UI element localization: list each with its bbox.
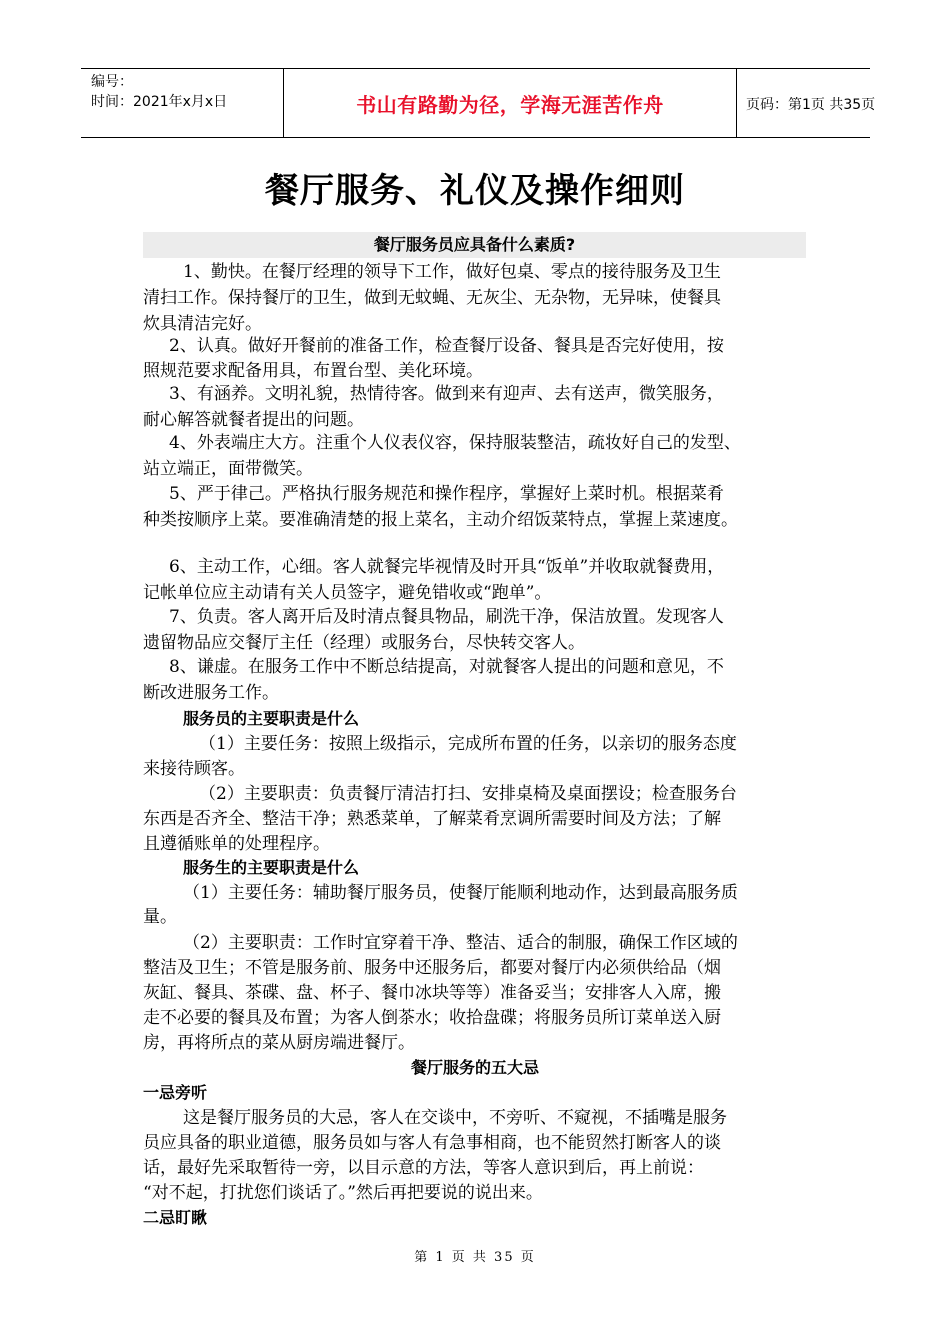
paragraph-line: （1）主要任务：辅助餐厅服务员，使餐厅能顺利地动作，达到最高服务质: [183, 883, 738, 903]
page-footer: 第 1 页 共 35 页: [414, 1250, 536, 1265]
paragraph-line: 房，再将所点的菜从厨房端进餐厅。: [143, 1033, 415, 1053]
paragraph-line: 量。: [143, 907, 177, 927]
paragraph-line: 清扫工作。保持餐厅的卫生，做到无蚊蝇、无灰尘、无杂物，无异味，使餐具: [143, 288, 721, 308]
paragraph-line: 这是餐厅服务员的大忌，客人在交谈中，不旁听、不窥视，不插嘴是服务: [183, 1108, 727, 1128]
section4-heading: 餐厅服务的五大忌: [410, 1058, 539, 1077]
paragraph-line: 整洁及卫生；不管是服务前、服务中还服务后，都要对餐厅内必须供给品（烟: [143, 958, 721, 978]
document-title: 餐厅服务、礼仪及操作细则: [265, 171, 685, 211]
header-middle-cell: [283, 69, 737, 137]
paragraph-line: 2、认真。做好开餐前的准备工作，检查餐厅设备、餐具是否完好使用，按: [169, 336, 724, 356]
number-label: 编号：: [91, 74, 133, 90]
page-info: 页码：第1页 共35页: [746, 97, 876, 113]
paragraph-line: 且遵循账单的处理程序。: [143, 834, 330, 854]
paragraph-line: （2）主要职责：负责餐厅清洁打扫、安排桌椅及桌面摆设；检查服务台: [199, 784, 737, 804]
paragraph-line: （2）主要职责：工作时宜穿着干净、整洁、适合的制服，确保工作区域的: [183, 933, 738, 953]
paragraph-line: 灰缸、餐具、茶碟、盘、杯子、餐巾冰块等等）准备妥当；安排客人入席，搬: [143, 983, 721, 1003]
paragraph-line: 4、外表端庄大方。注重个人仪表仪容，保持服装整洁，疏妆好自己的发型、: [169, 433, 741, 453]
header-left-cell: [81, 69, 283, 137]
header-right-cell: [736, 69, 876, 137]
paragraph-line: 炊具清洁完好。: [143, 314, 262, 334]
subheading-one: 一忌旁听: [143, 1083, 208, 1102]
paragraph-line: 6、主动工作，心细。客人就餐完毕视情及时开具“饭单”并收取就餐费用，: [169, 557, 725, 577]
paragraph-line: 耐心解答就餐者提出的问题。: [143, 410, 364, 430]
paragraph-line: 遗留物品应交餐厅主任（经理）或服务台，尽快转交客人。: [143, 633, 585, 653]
paragraph-line: 来接待顾客。: [143, 759, 245, 779]
paragraph-line: 话，最好先采取暂待一旁，以目示意的方法，等客人意识到后，再上前说：: [143, 1158, 704, 1178]
paragraph-line: （1）主要任务：按照上级指示，完成所布置的任务，以亲切的服务态度: [199, 734, 737, 754]
paragraph-line: 7、负责。客人离开后及时清点餐具物品，刷洗干净，保洁放置。发现客人: [169, 607, 724, 627]
paragraph-line: 记帐单位应主动请有关人员签字，避免错收或“跑单”。: [143, 583, 552, 603]
motto-text: 书山有路勤为径，学海无涯苦作舟: [356, 93, 664, 117]
paragraph-line: 3、有涵养。文明礼貌，热情待客。做到来有迎声、去有送声，微笑服务，: [169, 384, 724, 404]
paragraph-line: 东西是否齐全、整洁干净；熟悉菜单，了解菜肴烹调所需要时间及方法；了解: [143, 809, 721, 829]
paragraph-line: 种类按顺序上菜。要准确清楚的报上菜名，主动介绍饭菜特点，掌握上菜速度。: [143, 510, 738, 530]
subheading-two: 二忌盯瞅: [143, 1208, 208, 1227]
paragraph-line: 站立端正，面带微笑。: [143, 459, 313, 479]
section3-heading: 服务生的主要职责是什么: [183, 858, 360, 877]
paragraph-line: 断改进服务工作。: [143, 683, 279, 703]
section2-heading: 服务员的主要职责是什么: [183, 709, 360, 728]
paragraph-line: 走不必要的餐具及布置；为客人倒茶水；收拾盘碟；将服务员所订菜单送入厨: [143, 1008, 721, 1028]
paragraph-line: 5、严于律己。严格执行服务规范和操作程序，掌握好上菜时机。根据菜肴: [169, 484, 724, 504]
paragraph-line: “对不起，打扰您们谈话了。”然后再把要说的说出来。: [143, 1183, 543, 1203]
paragraph-line: 员应具备的职业道德，服务员如与客人有急事相商，也不能贸然打断客人的谈: [143, 1133, 721, 1153]
header-table: [81, 68, 876, 138]
paragraph-line: 照规范要求配备用具，布置台型、美化环境。: [143, 361, 483, 381]
paragraph-line: 1、勤快。在餐厅经理的领导下工作，做好包桌、零点的接待服务及卫生: [183, 262, 721, 282]
paragraph-line: 8、谦虚。在服务工作中不断总结提高，对就餐客人提出的问题和意见，不: [169, 657, 724, 677]
time-label: 时间：2021年x月x日: [91, 94, 228, 110]
section1-heading: 餐厅服务员应具备什么素质?: [373, 235, 576, 254]
